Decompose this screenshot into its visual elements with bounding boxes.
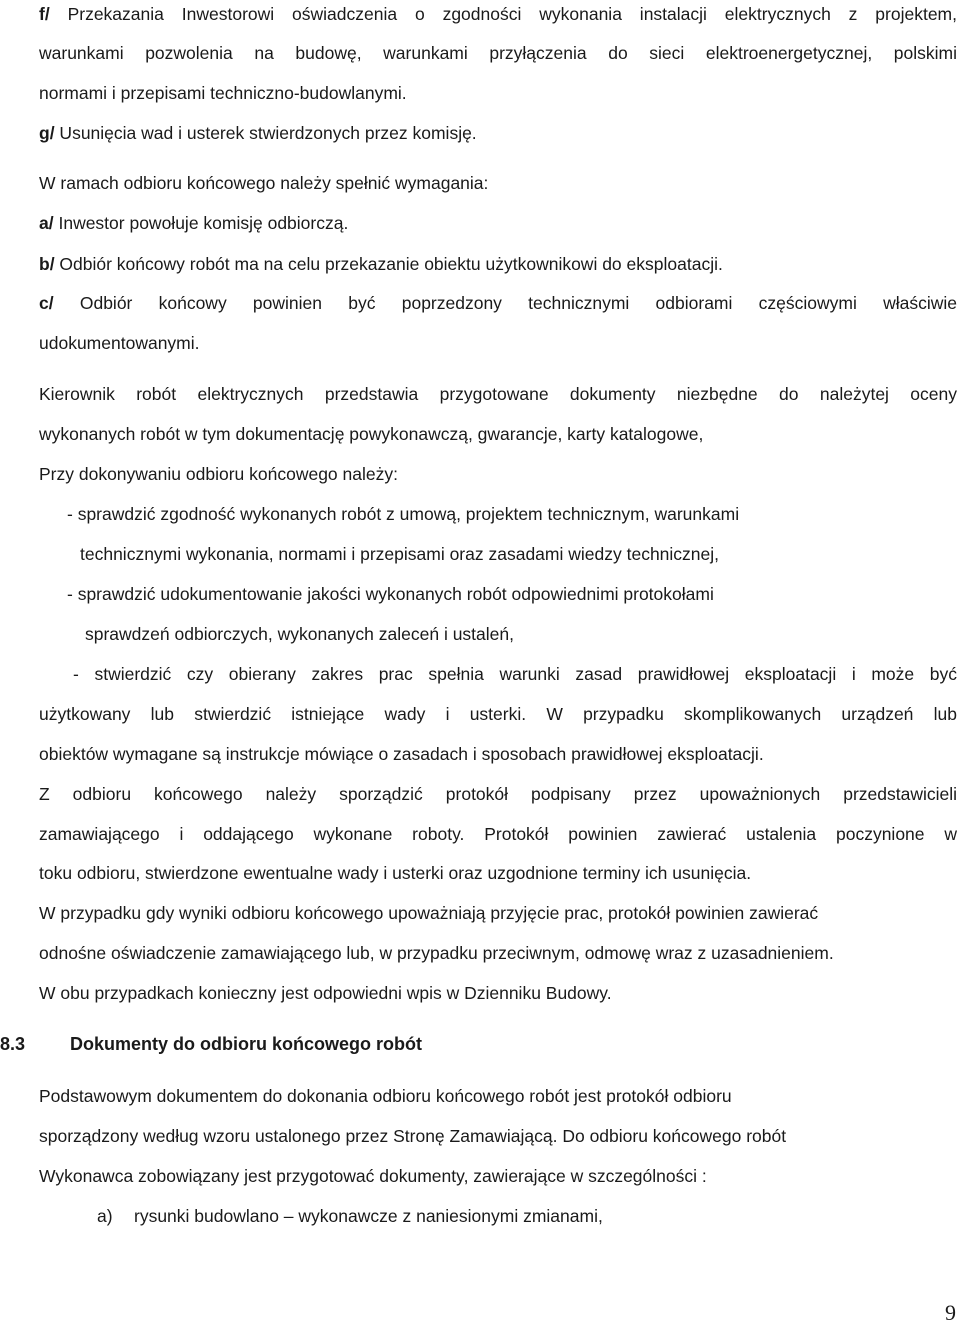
- page-number: 9: [945, 1300, 956, 1325]
- text-line: obiektów wymagane są instrukcje mówiące o zasadach i sposobach prawidłowej eksploatacji.: [39, 744, 764, 764]
- text-line: - sprawdzić udokumentowanie jakości wykonanych robót odpowiednimi protokołami: [67, 584, 714, 604]
- list-marker: g/: [39, 123, 55, 143]
- text-line: - sprawdzić zgodność wykonanych robót z umową, projektem technicznym, warunkami: [67, 504, 740, 524]
- line-text: Odbiór końcowy robót ma na celu przekazanie obiektu użytkownikowi do eksploatacji.: [54, 254, 723, 274]
- text-line: warunkami pozwolenia na budowę, warunkami przyłączenia do sieci elektroenergetycznej, polskimi: [39, 43, 957, 63]
- section-heading: [0, 1033, 422, 1055]
- text-line: odnośne oświadczenie zamawiającego lub, w przypadku przeciwnym, odmowę wraz z uzasadnieniem.: [39, 943, 834, 963]
- text-line: Wykonawca zobowiązany jest przygotować dokumenty, zawierające w szczególności :: [39, 1166, 707, 1186]
- section-title: Dokumenty do odbioru końcowego robót: [70, 1034, 422, 1054]
- line-text: Usunięcia wad i usterek stwierdzonych przez komisję.: [54, 123, 477, 143]
- text-line: normami i przepisami techniczno-budowlanymi.: [39, 83, 407, 103]
- text-line: użytkowany lub stwierdzić istniejące wady i usterki. W przypadku skomplikowanych urządzeń lub: [39, 704, 957, 724]
- text-line: sporządzony według wzoru ustalonego przez Stronę Zamawiającą. Do odbioru końcowego robót: [39, 1126, 787, 1146]
- text-line: udokumentowanymi.: [39, 333, 200, 353]
- text-line: - stwierdzić czy obierany zakres prac spełnia warunki zasad prawidłowej eksploatacji i może być: [73, 664, 957, 684]
- text-line: W obu przypadkach konieczny jest odpowiedni wpis w Dzienniku Budowy.: [39, 983, 612, 1003]
- text-line: W przypadku gdy wyniki odbioru końcowego upoważniają przyjęcie prac, protokół powinien zawierać: [39, 903, 819, 923]
- list-item-text: rysunki budowlano – wykonawcze z naniesionymi zmianami,: [134, 1206, 603, 1226]
- list-item: [97, 1205, 603, 1227]
- list-marker: c/: [39, 293, 54, 313]
- text-line: wykonanych robót w tym dokumentację powykonawczą, gwarancje, karty katalogowe,: [39, 424, 704, 444]
- text-line: Podstawowym dokumentem do dokonania odbioru końcowego robót jest protokół odbioru: [39, 1086, 732, 1106]
- list-marker: f/: [39, 4, 50, 24]
- list-marker: a/: [39, 213, 54, 233]
- line-text: Inwestor powołuje komisję odbiorczą.: [53, 213, 349, 233]
- text-line: toku odbioru, stwierdzone ewentualne wady i usterki oraz uzgodnione terminy ich usunięcia.: [39, 863, 752, 883]
- line-text: Przekazania Inwestorowi oświadczenia o zgodności wykonania instalacji elektrycznych z projektem,: [49, 4, 957, 24]
- text-line: Z odbioru końcowego należy sporządzić protokół podpisany przez upoważnionych przedstawicieli: [39, 784, 957, 804]
- text-line: sprawdzeń odbiorczych, wykonanych zaleceń i ustaleń,: [85, 624, 514, 644]
- section-number: 8.3: [0, 1034, 26, 1054]
- line-text: Odbiór końcowy powinien być poprzedzony technicznymi odbiorami częściowymi właściwie: [53, 293, 957, 313]
- text-line: Przy dokonywaniu odbioru końcowego należy:: [39, 464, 398, 484]
- text-line: [39, 122, 477, 144]
- text-line: zamawiającego i oddającego wykonane roboty. Protokół powinien zawierać ustalenia poczynione w: [39, 824, 957, 844]
- list-marker: a): [97, 1206, 113, 1226]
- text-line: [39, 253, 723, 275]
- text-line: W ramach odbioru końcowego należy spełnić wymagania:: [39, 173, 489, 193]
- list-marker: b/: [39, 254, 55, 274]
- text-line: technicznymi wykonania, normami i przepisami oraz zasadami wiedzy technicznej,: [80, 544, 720, 564]
- text-line: [39, 292, 957, 314]
- text-line: [39, 3, 957, 25]
- text-line: Kierownik robót elektrycznych przedstawia przygotowane dokumenty niezbędne do należytej oceny: [39, 384, 957, 404]
- text-line: [39, 212, 348, 234]
